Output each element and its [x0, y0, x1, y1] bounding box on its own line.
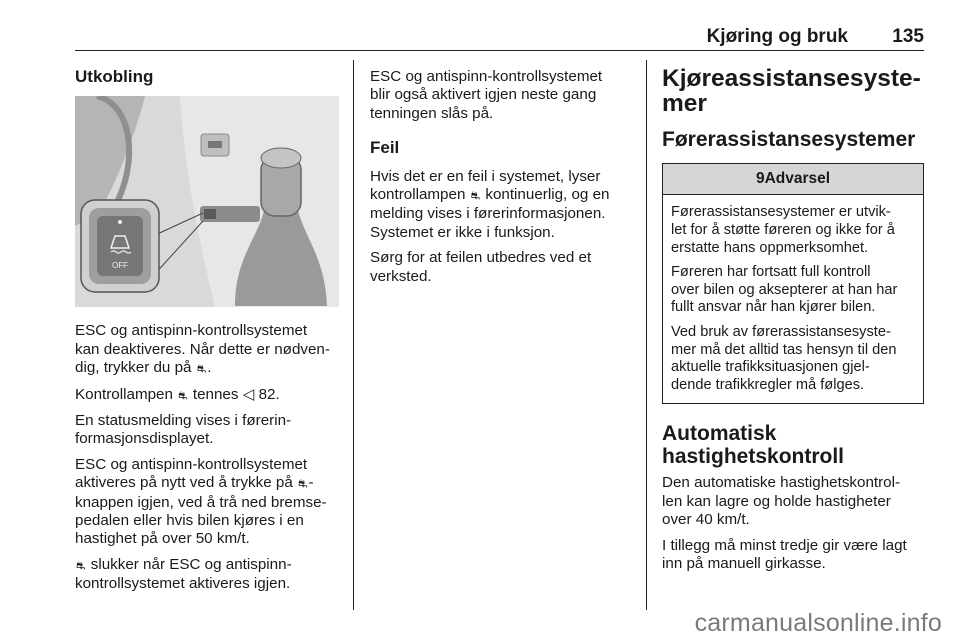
esc-off-icon: ⛐	[196, 363, 207, 376]
paragraph: ESC og antispinn-kontrollsystemet kan deaktiveres. Når dette er nødven- dig, trykker du på ⛐.	[75, 322, 345, 378]
paragraph: Hvis det er en feil i systemet, lyser kontrollampen ⛐ kontinuerlig, og en melding vises i førerinformasjonen. Systemet er ikke i funksjon.	[370, 167, 610, 241]
esc-off-icon: ⛐	[76, 559, 86, 572]
chapter-heading: Kjøreassistansesyste- mer	[662, 65, 921, 117]
esc-warning-icon: ⛐	[470, 190, 481, 203]
paragraph: Sørg for at feilen utbedres ved et verksted.	[370, 249, 592, 285]
column-2	[370, 68, 638, 293]
paragraph: Kontrollampen ⛐ tennes ◁ 82.	[75, 386, 345, 405]
esc-off-icon: ⛐	[178, 389, 188, 402]
section-heading-forerassistansesystemer: Førerassistansesystemer	[662, 128, 916, 151]
paragraph: ESC og antispinn-kontrollsystemet blir også aktivert igjen neste gang tenningen slås på.	[370, 68, 603, 122]
paragraph: ⛐ slukker når ESC og antispinn- kontrollsystemet aktiveres igjen.	[75, 555, 292, 593]
esc-button-photo	[75, 96, 339, 307]
section-heading-feil: Feil	[370, 138, 400, 158]
column-3	[662, 66, 924, 580]
header-rule	[75, 50, 924, 51]
paragraph: ESC og antispinn-kontrollsystemet aktiveres på nytt ved å trykke på ⛐- knappen igjen, ved å trå ned bremse- pedalen eller hvis bilen kjøres i en hastighet på over 50 km/t.	[75, 455, 327, 548]
paragraph: Den automatiske hastighetskontrol- len kan lagre og holde hastigheter over 40 km/t.	[662, 474, 901, 529]
paragraph: Føreren har fortsatt full kontroll over bilen og aksepterer at han har fullt ansvar når han kjører bilen.	[671, 264, 898, 316]
page-reference-arrow-icon: ◁	[242, 385, 255, 403]
figure-off-label: OFF	[112, 261, 128, 271]
paragraph: En statusmelding vises i førerin- formasjonsdisplayet.	[75, 412, 292, 448]
section-heading-automatisk-hastighetskontroll: Automatisk hastighetskontroll	[662, 422, 845, 469]
warning-header: 9Advarsel	[663, 164, 923, 195]
watermark: carmanualsonline.info	[694, 609, 942, 637]
column-divider-1	[353, 60, 354, 610]
page-number: 135	[892, 26, 924, 47]
warning-body	[663, 195, 923, 403]
warning-box	[662, 163, 924, 404]
paragraph: Førerassistansesystemer er utvik- let for å støtte føreren og ikke for å erstatte hans oppmerksomhet.	[671, 204, 895, 256]
column-divider-2	[646, 60, 647, 610]
paragraph: Ved bruk av førerassistansesyste- mer må det alltid tas hensyn til den aktuelle trafikksituasjonen gjel- dende trafikkregler må følges.	[671, 323, 897, 393]
esc-off-icon: ⛐	[298, 478, 308, 491]
warning-triangle-icon: 9	[755, 170, 765, 187]
section-heading-utkobling: Utkobling	[75, 67, 154, 86]
paragraph: I tillegg må minst tredje gir være lagt inn på manuell girkasse.	[662, 536, 907, 572]
running-header-title: Kjøring og bruk	[706, 26, 848, 47]
column-1	[75, 68, 345, 601]
